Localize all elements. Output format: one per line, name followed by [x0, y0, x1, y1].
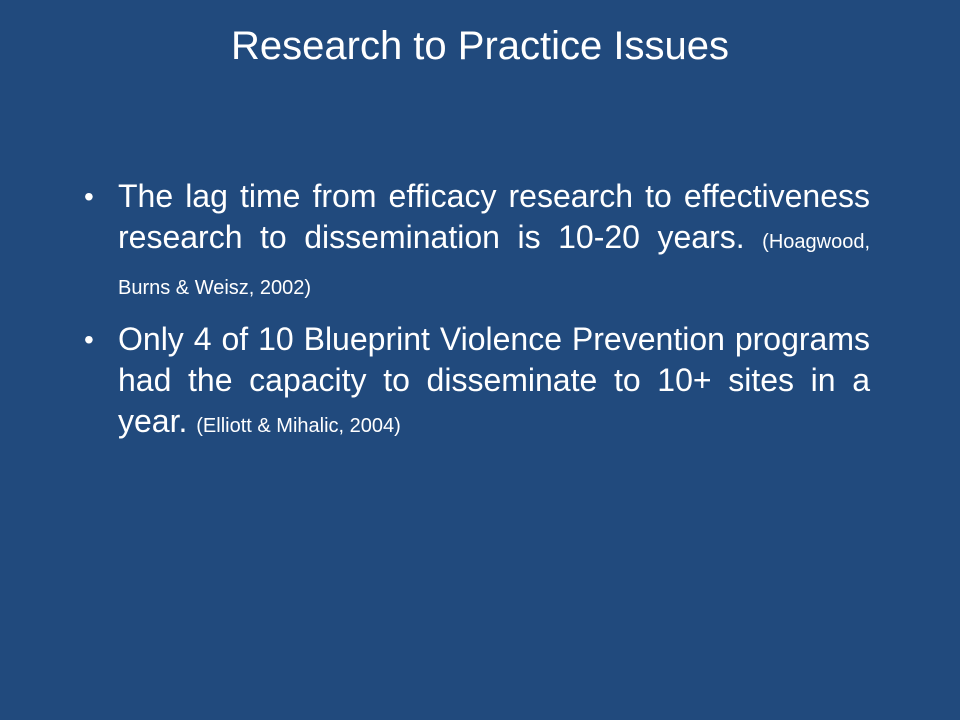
bullet-marker: • — [84, 181, 94, 212]
bullet-item-lag-time — [80, 176, 870, 309]
bullet-marker: • — [84, 324, 94, 355]
slide-title: Research to Practice Issues — [231, 24, 729, 68]
bullet-text: The lag time from efficacy research to effectiveness research to dissemination is 10-20 years. — [118, 178, 870, 255]
bullet-list — [80, 176, 870, 457]
bullet-text: Only 4 of 10 Blueprint Violence Prevention programs had the capacity to disseminate to 10+ sites in a year. — [118, 321, 870, 439]
bullet-citation: (Hoagwood, Burns & Weisz, 2002) — [118, 231, 871, 299]
bullet-item-blueprint-programs — [80, 319, 870, 447]
bullet-citation: (Elliott & Mihalic, 2004) — [196, 415, 401, 437]
